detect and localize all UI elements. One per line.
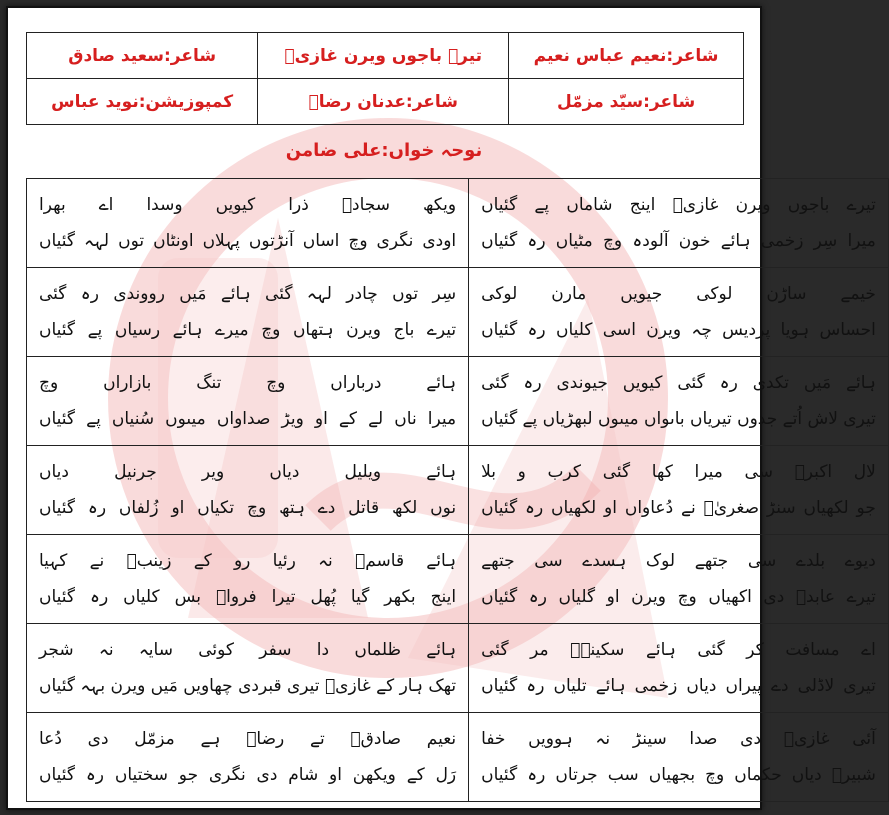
stanza-cell [469,357,889,446]
stanza-cell [27,268,469,357]
stanza-cell [469,535,889,624]
header-table [26,32,744,125]
stanza-row [27,179,889,268]
lyric-line: ہائے مَیں تکدی رہ گئی کیویں جیوندی رہ گئی [481,373,876,393]
lyric-line: ہائے قاسمؑ نہ رئیا رو کے زینبؑ نے کہیا [39,551,457,571]
lyric-line: ہائے ظلماں دا سفر کوئی سایہ نہ شجر [39,640,457,660]
lyric-line: ہائے ویلیل دیاں ویر جرنیل دیاں [39,462,457,482]
lyric-line: اینج بکھر گیا پُھل تیرا فرواؔ بس کلیاں رہ گئیاں [39,587,457,607]
nauha-title-cell: تیرے باجوں ویرن غازیؑ [258,33,509,79]
reciter-credit: نوحہ خواں:علی ضامن [285,140,483,161]
lyric-line: تھک ہار کے غازیؑ تیری قبردی چھاویں مَیں ویرن بہہ گئیاں [39,676,457,696]
lyric-line: اے مسافت کر گئی ہائے سکینہؑ مر گئی [481,640,876,660]
stanza-row [27,713,889,802]
stanza-cell [27,179,469,268]
stanza-cell [27,446,469,535]
lyric-line: شبیرؑ دیاں حکماں وچ بجھیاں سب جرتاں رہ گئیاں [481,765,876,785]
lyric-line: تیرے باج ویرن ہتھاں وچ میرے ہائے رسیاں پے گئیاں [39,320,457,340]
lyric-line: تیری لاش اُتے جدوں تیریاں باںواں میںوں لبھڑیاں پے گئیاں [481,409,876,429]
lyric-line: آئی غازیؑ دی صدا سینڑ نہ ہوویں خفا [481,729,876,749]
lyric-line: تیرے باجوں ویرن غازیؑ اینج شاماں پے گئیاں [481,195,876,215]
lyric-line: ویکھ سجادؑ ذرا کیویں وسدا اے بھرا [39,195,457,215]
lyric-line: نعیم صادقؔ تے رضاؔ ہے مزمّل دی دُعا [39,729,457,749]
stanza-cell [469,179,889,268]
lyric-line: خیمے ساڑن لوکی جیویں مارن لوکی [481,284,876,304]
lyric-line: دیوے بلدے سی جتھے لوک ہسدے سی جتھے [481,551,876,571]
stanza-row [27,268,889,357]
stanza-row [27,446,889,535]
poet-name-cell: شاعر:سعید صادق [27,33,258,79]
stanza-cell [469,624,889,713]
lyric-line: میرا ناں لے کے او ویڑ صداواں میںوں سُنیاں پے گئیاں [39,409,457,429]
stanza-cell [27,357,469,446]
stanza-cell [27,624,469,713]
poet-name-cell: شاعر:نعیم عباس نعیم [509,33,744,79]
stanza-cell [27,535,469,624]
lyric-line: رَل کے ویکھن او شام دی نگری جو سختیاں رہ گئیاں [39,765,457,785]
lyric-line: اودی نگری وچ اساں آنڑتوں پہلاں اونٹاں توں لہہ گئیاں [39,231,457,251]
stanza-cell [469,713,889,802]
stanza-row [27,357,889,446]
lyrics-table [26,178,889,802]
lyric-line: تیری لاڈلی دے پیراں دیاں زخمی ہائے تلیاں رہ گئیاں [481,676,876,696]
poet-name-cell: شاعر:سیّد مزمّل [509,79,744,125]
lyric-line: تیرے عابدؑ دی اکھیاں وچ ویرن او گلیاں رہ گئیاں [481,587,876,607]
lyric-line: نوں لکھ قاتل دے ہتھ وچ تکیاں او زُلفاں رہ گئیاں [39,498,457,518]
lyric-line: سِر توں چادر لہہ گئی ہائے مَیں رووندی رہ گئی [39,284,457,304]
stanza-cell [27,713,469,802]
lyric-line: میرا سِر زخمی ہائے خون آلودہ وچ مٹیاں رہ گئیاں [481,231,876,251]
stanza-row [27,535,889,624]
lyric-line: لال اکبرؑ سی میرا کھا گئی کرب و بلا [481,462,876,482]
stanza-row [27,624,889,713]
lyric-line: جو لکھیاں سنڑ صغریٰؑ نے دُعاواں او لکھیاں رہ گئیاں [481,498,876,518]
stanza-cell [469,446,889,535]
lyric-line: احساس ہویا پردیس چہ ویرن اسی کلیاں رہ گئیاں [481,320,876,340]
lyric-line: ہائے درباراں وچ تنگ بازاراں وچ [39,373,457,393]
document-frame [6,6,876,810]
poet-name-cell: شاعر:عدنان رضاؔ [258,79,509,125]
composition-credit-cell: کمپوزیشن:نوید عباس [27,79,258,125]
stanza-cell [469,268,889,357]
